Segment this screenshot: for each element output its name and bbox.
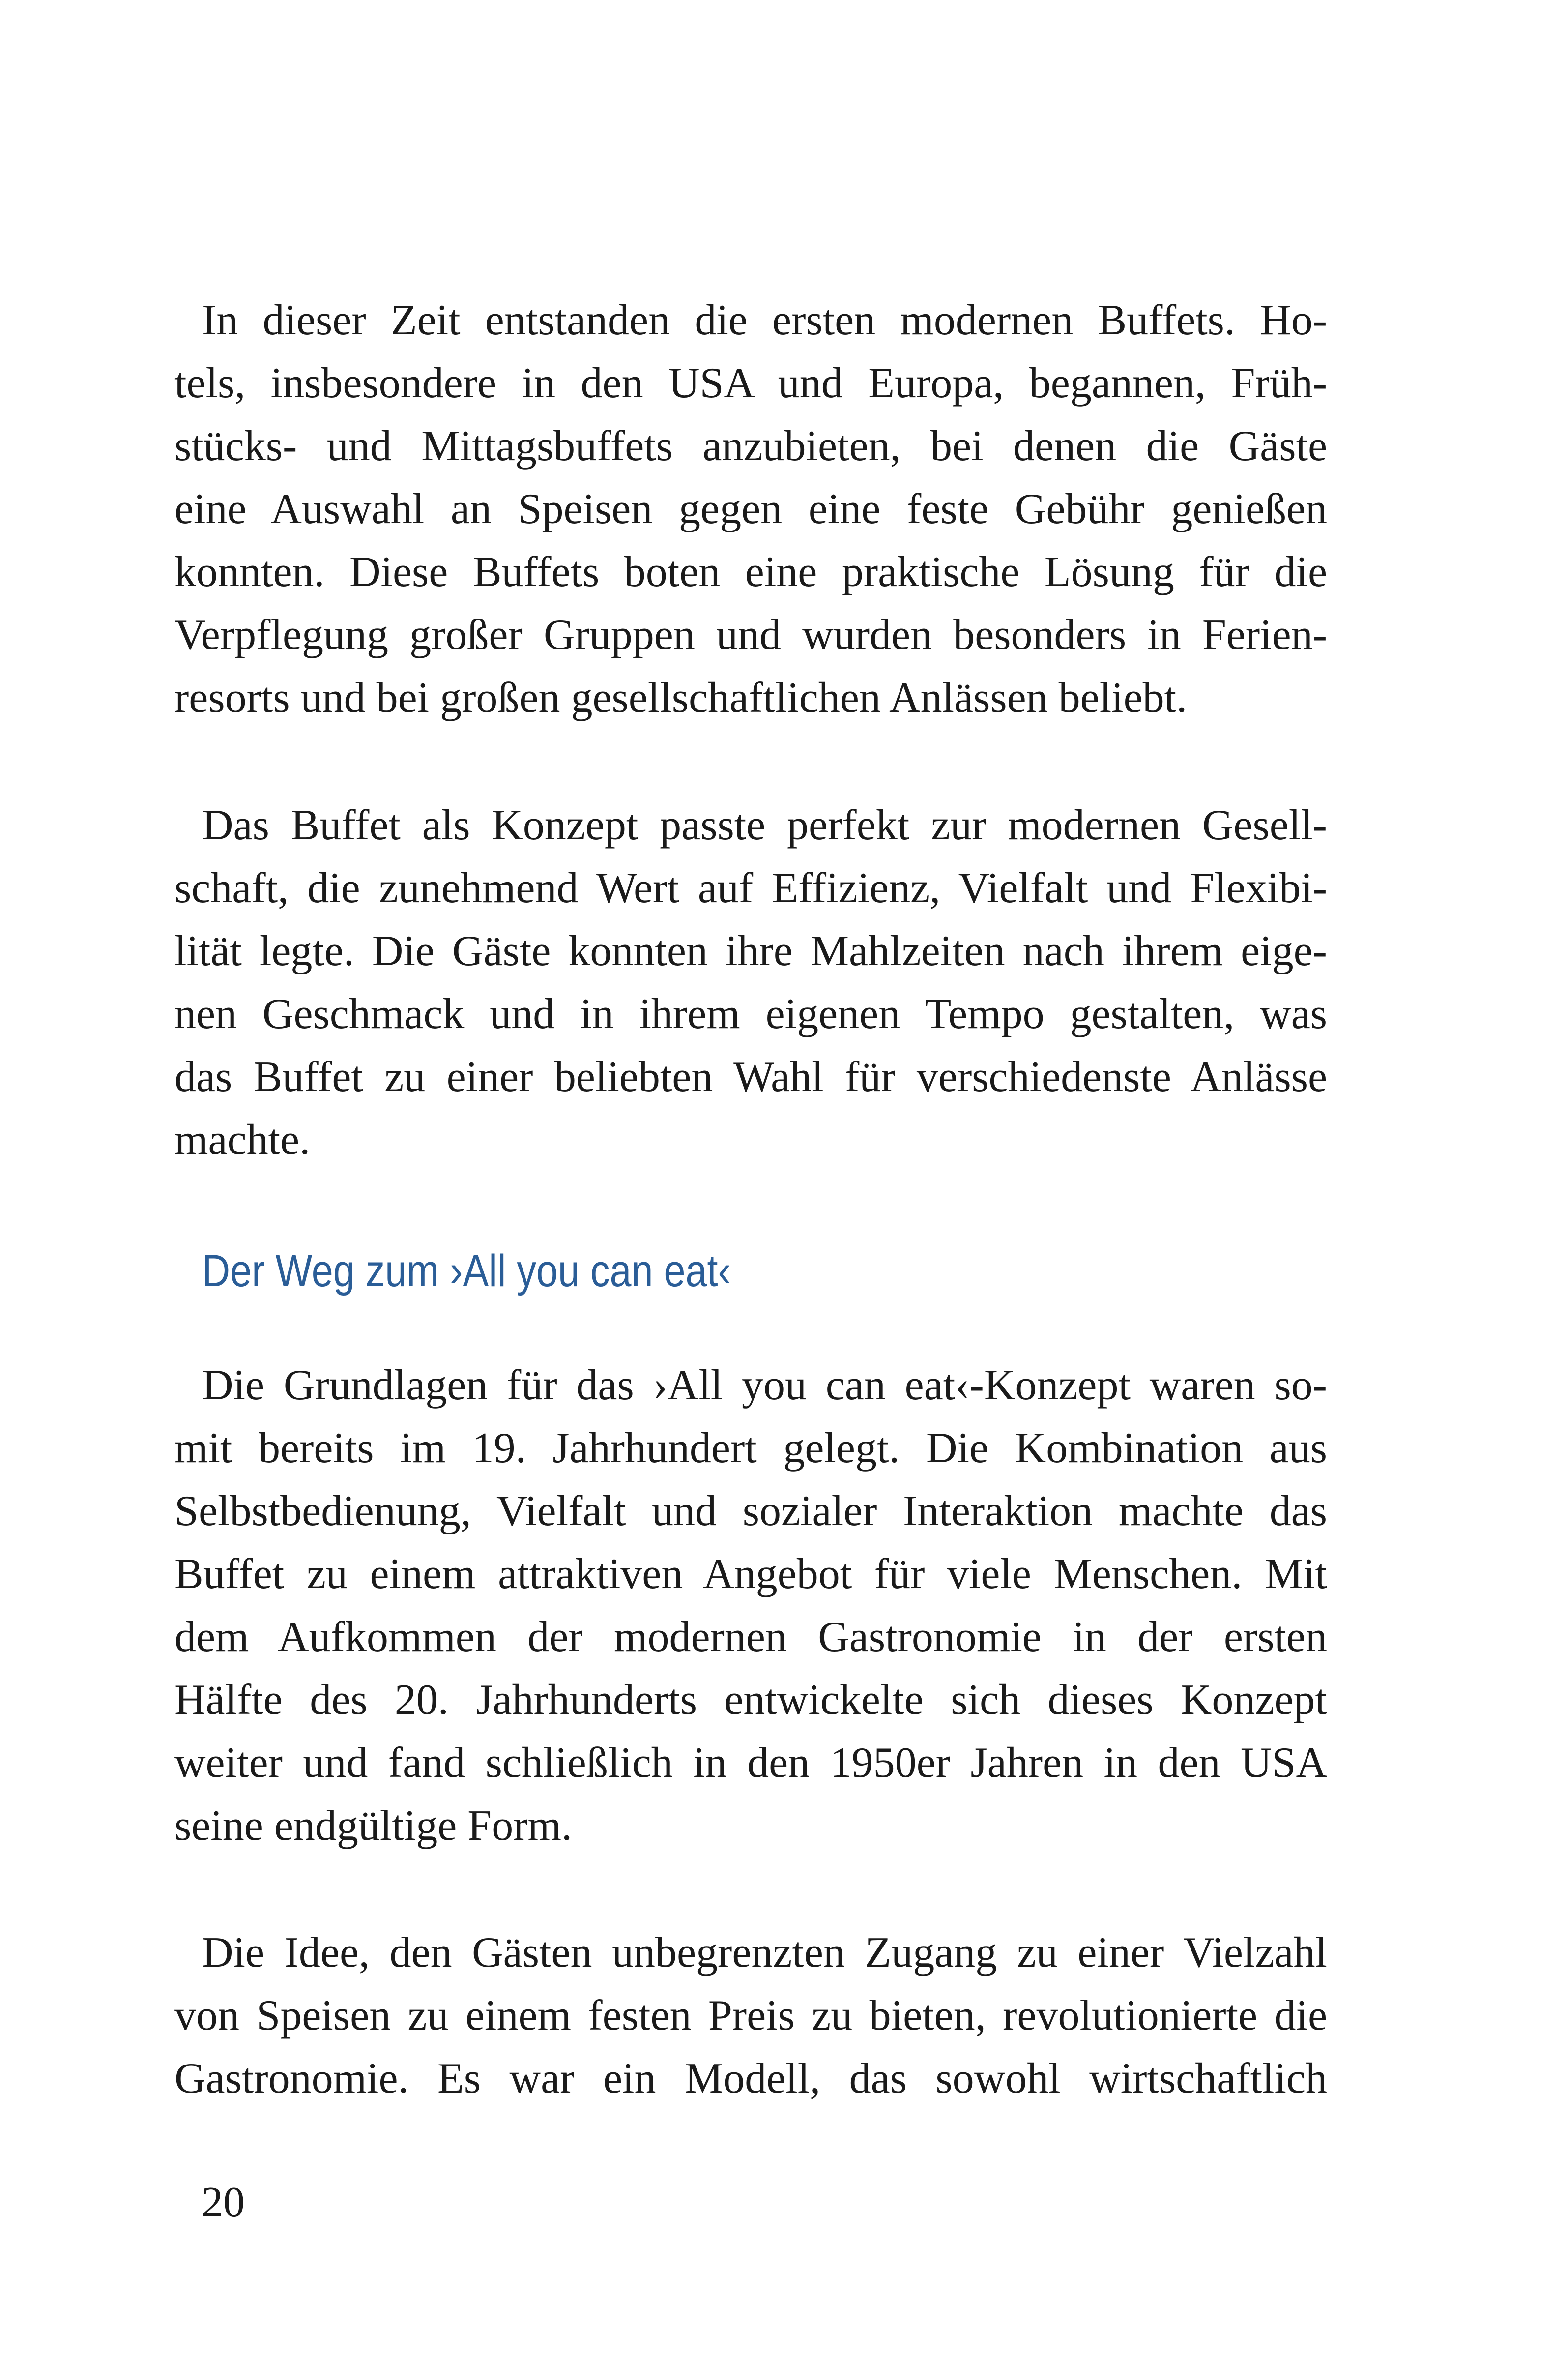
paragraph-line: Verpflegung großer Gruppen und wurden besonders in Ferien- [174, 611, 1327, 659]
paragraph-4 [174, 1921, 1327, 2110]
paragraph-line: Hälfte des 20. Jahrhunderts entwickelte sich dieses Konzept [174, 1676, 1327, 1724]
paragraph-line: stücks- und Mittagsbuffets anzubieten, bei denen die Gäste [174, 422, 1327, 470]
paragraph-line: seine endgültige Form. [174, 1802, 572, 1850]
paragraph-line: resorts und bei großen gesellschaftlichen Anlässen beliebt. [174, 674, 1188, 722]
paragraph-line: machte. [174, 1116, 311, 1164]
paragraph-line: von Speisen zu einem festen Preis zu bieten, revolutionierte die [174, 1992, 1327, 2039]
paragraph-line: Selbstbedienung, Vielfalt und sozialer Interaktion machte das [174, 1487, 1327, 1535]
section-heading: Der Weg zum ›All you can eat‹ [202, 1246, 731, 1296]
paragraph-line: konnten. Diese Buffets boten eine praktische Lösung für die [174, 548, 1327, 596]
paragraph-line: weiter und fand schließlich in den 1950er Jahren in den USA [174, 1739, 1327, 1787]
paragraph-3 [174, 1354, 1327, 1858]
paragraph-line: In dieser Zeit entstanden die ersten modernen Buffets. Ho- [202, 296, 1327, 344]
paragraph-line: Die Idee, den Gästen unbegrenzten Zugang zu einer Vielzahl [202, 1929, 1327, 1976]
page-number: 20 [202, 2179, 245, 2226]
paragraph-line: tels, insbesondere in den USA und Europa, begannen, Früh- [174, 359, 1327, 407]
paragraph-line: schaft, die zunehmend Wert auf Effizienz, Vielfalt und Flexibi- [174, 864, 1327, 912]
paragraph-line: Das Buffet als Konzept passte perfekt zur modernen Gesell- [202, 801, 1327, 849]
paragraph-line: mit bereits im 19. Jahrhundert gelegt. Die Kombination aus [174, 1424, 1327, 1472]
paragraph-line: das Buffet zu einer beliebten Wahl für verschiedenste Anlässe [174, 1053, 1327, 1101]
paragraph-line: Die Grundlagen für das ›All you can eat‹-Konzept waren so- [202, 1361, 1327, 1409]
paragraph-line: nen Geschmack und in ihrem eigenen Tempo gestalten, was [174, 990, 1327, 1038]
paragraph-line: lität legte. Die Gäste konnten ihre Mahlzeiten nach ihrem eige- [174, 927, 1327, 975]
paragraph-line: Buffet zu einem attraktiven Angebot für viele Menschen. Mit [174, 1550, 1327, 1598]
paragraph-2 [174, 794, 1327, 1172]
paragraph-line: eine Auswahl an Speisen gegen eine feste Gebühr genießen [174, 485, 1327, 533]
paragraph-line: dem Aufkommen der modernen Gastronomie in der ersten [174, 1613, 1327, 1661]
paragraph-1 [174, 289, 1327, 730]
paragraph-line: Gastronomie. Es war ein Modell, das sowohl wirtschaftlich [174, 2055, 1327, 2102]
